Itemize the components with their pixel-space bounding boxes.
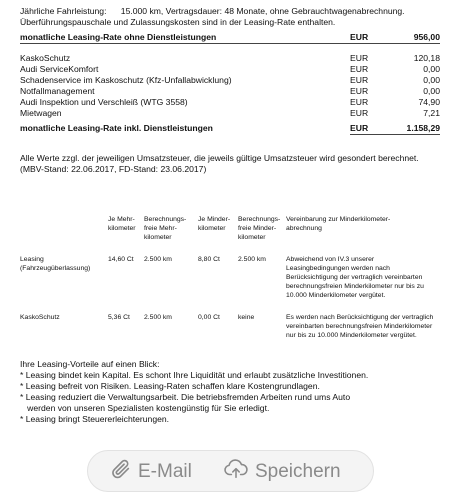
mileage-cell: 0,00 Ct — [198, 314, 220, 321]
mileage-table-row — [20, 313, 441, 340]
rate-label: Notfallmanagement — [20, 86, 95, 96]
rate-value: 0,00 — [423, 86, 440, 96]
rate-row-service — [20, 64, 440, 75]
rate-value: 120,18 — [413, 53, 440, 63]
mileage-table-header — [20, 215, 441, 255]
benefits-item: * Leasing befreit von Risiken. Leasing-Raten schaffen klare Kostengrundlagen. — [20, 381, 320, 391]
rate-value: 956,00 — [413, 32, 440, 42]
mileage-header-cell — [20, 215, 108, 255]
mileage-cell: 2.500 km — [144, 256, 172, 263]
mileage-cell: 2.500 km — [238, 256, 266, 263]
rate-currency: EUR — [350, 86, 369, 96]
tax-note — [20, 153, 450, 175]
rate-label: Schadenservice im Kaskoschutz (Kfz-Unfallabwicklung) — [20, 75, 232, 85]
mileage-table — [20, 215, 441, 340]
contract-terms — [20, 6, 450, 28]
mileage-cell: 8,80 Ct — [198, 256, 220, 263]
rate-row-service — [20, 75, 440, 86]
rate-label: monatliche Leasing-Rate inkl. Dienstleistungen — [20, 123, 213, 133]
rate-value: 74,90 — [418, 97, 440, 107]
rate-label: KaskoSchutz — [20, 53, 71, 63]
benefits-item: * Leasing bindet kein Kapital. Es schont Ihre Liquidität und erlaubt zusätzliche Investitionen. — [20, 370, 369, 380]
rate-label: monatliche Leasing-Rate ohne Dienstleistungen — [20, 32, 217, 42]
mileage-cell: 14,60 Ct — [108, 256, 134, 263]
action-pill — [87, 450, 374, 492]
mileage-header-cell: Vereinbarung zur Minderkilometer- abrechnung — [286, 216, 391, 232]
tax-note-line: (MBV-Stand: 22.06.2017, FD-Stand: 23.06.2017) — [20, 164, 207, 174]
rates-table — [20, 32, 440, 135]
benefits-item: * Leasing bringt Steuererleichterungen. — [20, 414, 170, 424]
rate-row-total — [20, 122, 440, 134]
mileage-cell: 2.500 km — [144, 314, 172, 321]
mileage-cell: KaskoSchutz — [20, 314, 60, 321]
mileage-cell: keine — [238, 314, 255, 321]
rate-currency: EUR — [350, 123, 369, 133]
rate-currency: EUR — [350, 97, 369, 107]
rate-label: Audi ServiceKomfort — [20, 64, 99, 74]
rate-currency: EUR — [350, 64, 369, 74]
email-button-label: E-Mail — [138, 461, 192, 482]
mileage-header-cell: Je Mehr- kilometer — [108, 216, 136, 232]
save-button[interactable] — [223, 451, 341, 493]
rate-row-service — [20, 97, 440, 108]
save-button-label: Speichern — [255, 461, 341, 482]
benefits-list — [20, 359, 450, 425]
rate-label: Mietwagen — [20, 108, 62, 118]
rate-value: 0,00 — [423, 75, 440, 85]
mileage-header-cell: Berechnungs- freie Mehr- kilometer — [144, 216, 187, 241]
rate-currency: EUR — [350, 53, 369, 63]
benefits-item: werden von unseren Spezialisten kostengünstig für Sie erledigt. — [20, 403, 270, 413]
email-button[interactable] — [110, 451, 192, 493]
action-bar — [0, 440, 459, 500]
rate-value: 0,00 — [423, 64, 440, 74]
benefits-title: Ihre Leasing-Vorteile auf einen Blick: — [20, 359, 160, 369]
benefits-item: * Leasing reduziert die Verwaltungsarbeit. Die betriebsfremden Arbeiten rund ums Auto — [20, 392, 351, 402]
rate-currency: EUR — [350, 75, 369, 85]
mileage-cell: Leasing (Fahrzeugüberlassung) — [20, 256, 91, 272]
mileage-header-cell: Berechnungs- freie Minder- kilometer — [238, 216, 281, 241]
mileage-table-row — [20, 255, 441, 313]
tax-note-line: Alle Werte zzgl. der jeweiligen Umsatzsteuer, die jeweils gültige Umsatzsteuer wird gesondert berechnet. — [20, 153, 419, 163]
rate-row-service — [20, 108, 440, 119]
rate-row-service — [20, 86, 440, 97]
mileage-cell: Es werden nach Berücksichtigung der vertraglich vereinbarten berechnungsfreien Minderkilometer nur bis zu 10.000 Minderkilometer vergütet. — [286, 314, 434, 339]
rate-label: Audi Inspektion und Verschleiß (WTG 3558) — [20, 97, 188, 107]
rate-currency: EUR — [350, 32, 369, 42]
paperclip-icon — [110, 458, 138, 486]
rate-currency: EUR — [350, 108, 369, 118]
contract-terms-line: Überführungspauschale und Zulassungskosten sind in der Leasing-Rate enthalten. — [20, 17, 336, 27]
mileage-cell: 5,36 Ct — [108, 314, 130, 321]
mileage-cell: Abweichend von IV.3 unserer Leasingbedingungen werden nach Berücksichtigung der vertraglich vereinbarten berechnungsfreien Minderkilometer nur bis zu 10.000 Minderkilometer vergütet. — [286, 256, 424, 299]
rates-divider — [350, 134, 440, 135]
mileage-header-cell: Je Minder- kilometer — [198, 216, 231, 232]
contract-terms-line: Jährliche Fahrleistung: 15.000 km, Vertragsdauer: 48 Monate, ohne Gebrauchtwagenabrechnung. — [20, 6, 405, 16]
rate-value: 7,21 — [423, 108, 440, 118]
rate-value: 1.158,29 — [406, 123, 440, 133]
rate-row-base — [20, 32, 440, 43]
cloud-upload-icon — [223, 458, 255, 486]
rate-row-service — [20, 53, 440, 64]
